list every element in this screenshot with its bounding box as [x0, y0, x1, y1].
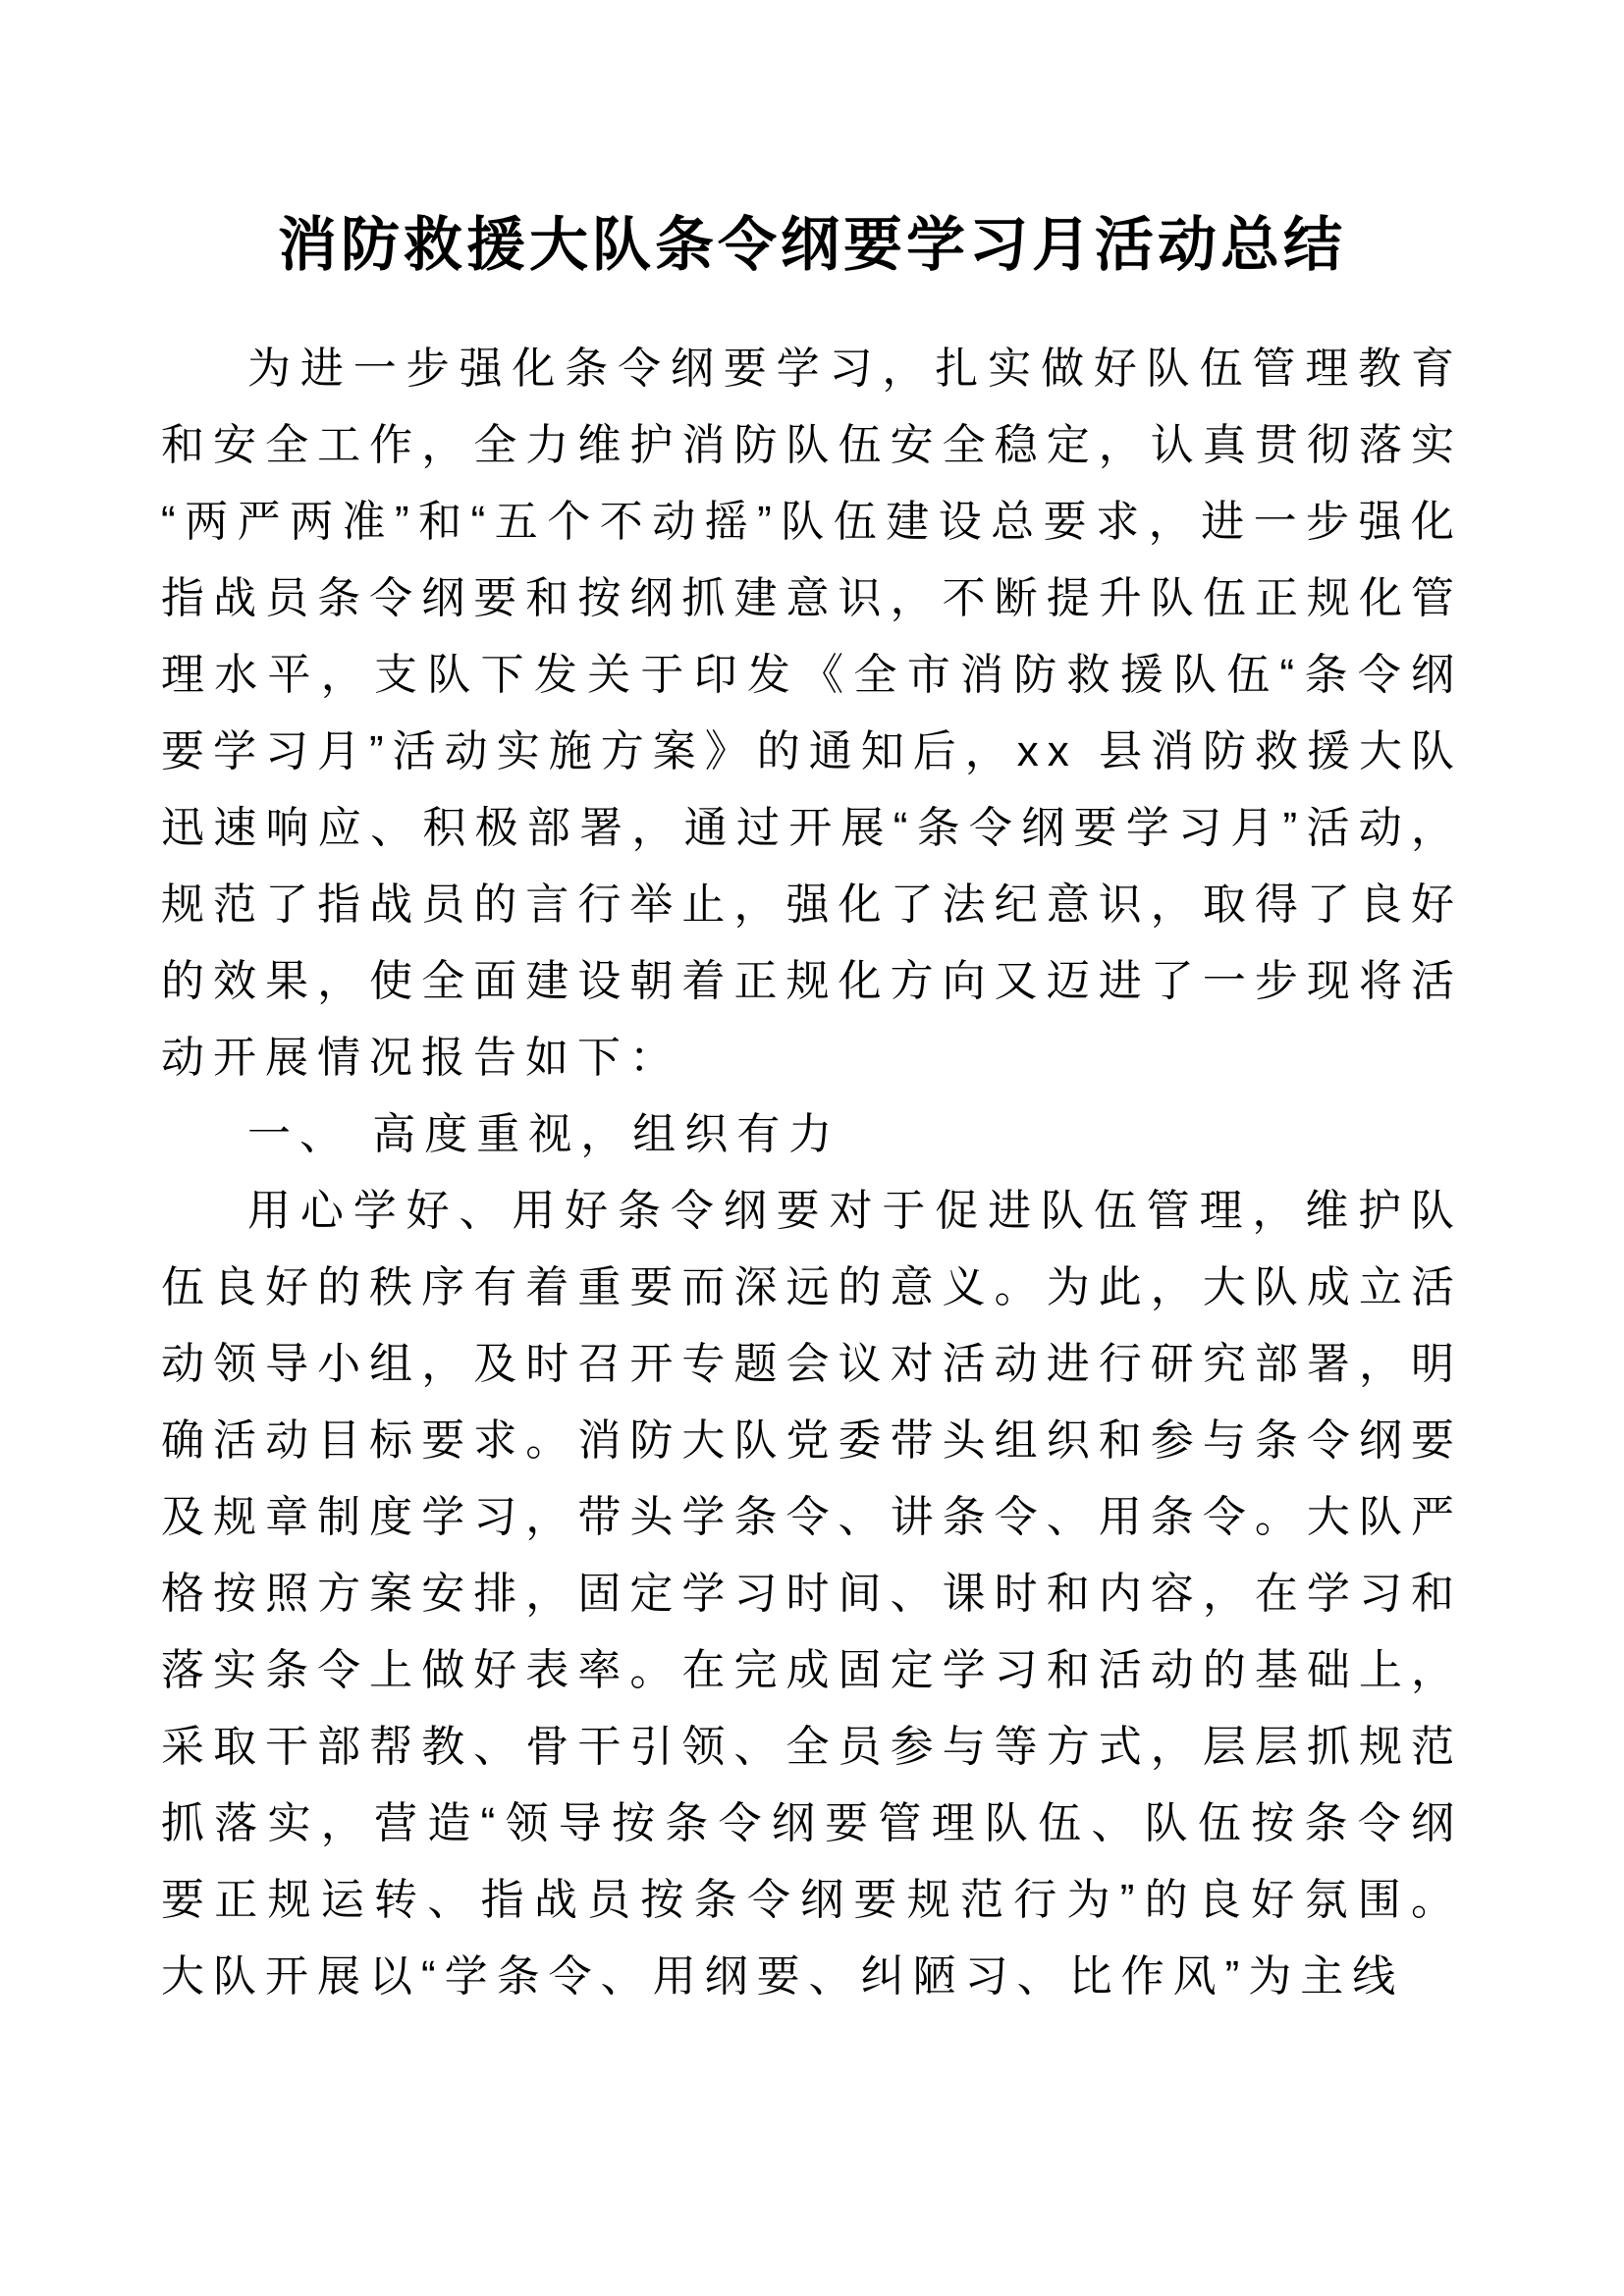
document-title: 消防救援大队条令纲要学习月活动总结: [278, 212, 1346, 278]
paragraph-intro: 为进一步强化条令纲要学习，扎实做好队伍管理教育和安全工作，全力维护消防队伍安全稳定，认真贯彻落实“两严两准”和“五个不动摇”队伍建设总要求，进一步强化指战员条令纲要和按纲抓建意识，不断提升队伍正规化管理水平，支队下发关于印发《全市消防救援队伍“条令纲要学习月”活动实施方案》的通知后，xx 县消防救援大队迅速响应、积极部署，通过开展“条令纲要学习月”活动，规范了指战员的言行举止，强化了法纪意识，取得了良好的效果，使全面建设朝着正规化方向又迈进了一步现将活动开展情况报告如下：: [161, 345, 1463, 1082]
section-heading-1: 一、 高度重视，组织有力: [247, 1110, 841, 1158]
paragraph-section-1: 用心学好、用好条令纲要对于促进队伍管理，维护队伍良好的秩序有着重要而深远的意义。为此，大队成立活动领导小组，及时召开专题会议对活动进行研究部署，明确活动目标要求。消防大队党委带头组织和参与条令纲要及规章制度学习，带头学条令、讲条令、用条令。大队严格按照方案安排，固定学习时间、课时和内容，在学习和落实条令上做好表率。在完成固定学习和活动的基础上，采取干部帮教、骨干引领、全员参与等方式，层层抓规范抓落实，营造“领导按条令纲要管理队伍、队伍按条令纲要正规运转、指战员按条令纲要规范行为”的良好氛围。大队开展以“学条令、用纲要、纠陋习、比作风”为主线: [161, 1187, 1463, 2001]
